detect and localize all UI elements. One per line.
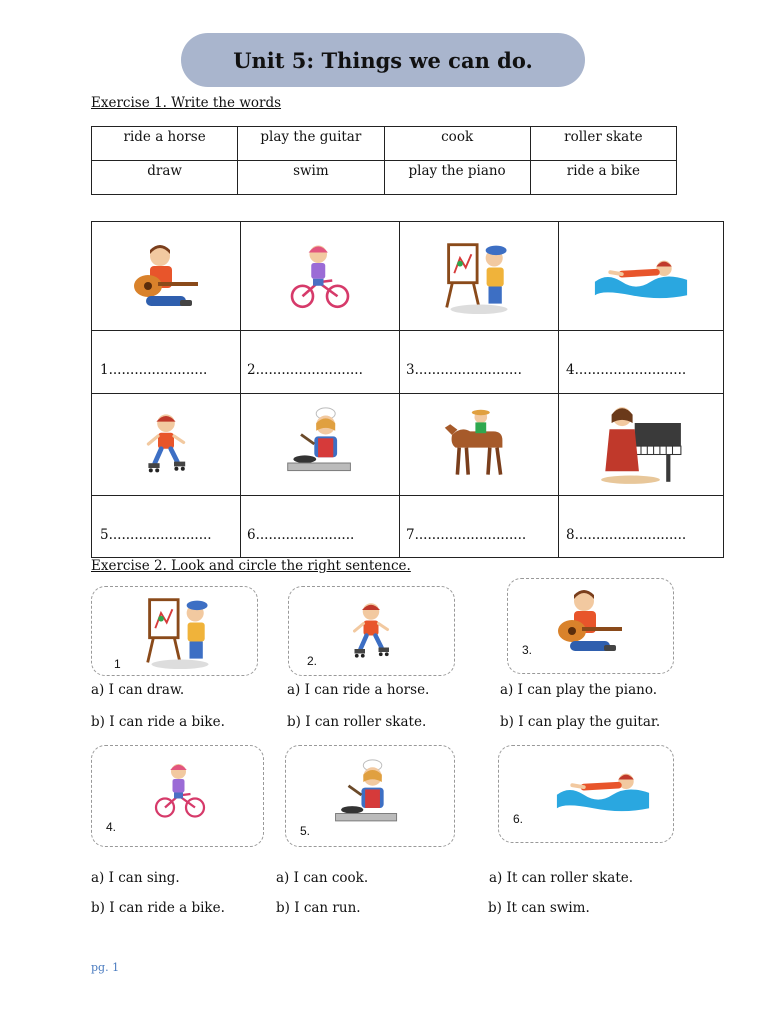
girl-swimming-icon	[555, 766, 651, 814]
answer-blank[interactable]: 5........................	[100, 527, 212, 543]
answer-blank[interactable]: 4..........................	[566, 362, 687, 378]
grid-divider	[92, 330, 723, 331]
card-number: 4.	[106, 820, 117, 834]
answer-blank[interactable]: 6.......................	[247, 527, 355, 543]
grid-divider	[92, 393, 723, 394]
option-a[interactable]: a) It can roller skate.	[489, 870, 634, 886]
word-bank-row	[92, 161, 677, 195]
option-a[interactable]: a) I can cook.	[276, 870, 369, 886]
card-number: 2.	[307, 654, 318, 668]
word-bank-cell: play the guitar	[238, 127, 384, 161]
answer-blank[interactable]: 7..........................	[406, 527, 527, 543]
word-bank-cell: roller skate	[530, 127, 676, 161]
girl-piano-icon	[559, 396, 723, 492]
word-bank-cell: play the piano	[384, 161, 530, 195]
boy-painting-icon	[142, 593, 218, 671]
option-b[interactable]: b) It can swim.	[488, 900, 590, 916]
boy-horse-icon	[400, 396, 558, 492]
girl-cooking-icon	[330, 756, 404, 834]
card-number: 6.	[513, 812, 524, 826]
option-b[interactable]: b) I can play the guitar.	[500, 714, 661, 730]
word-bank-cell: draw	[92, 161, 238, 195]
boy-guitar-icon	[92, 227, 240, 327]
picture-card	[285, 745, 455, 847]
word-bank-cell: ride a bike	[530, 161, 676, 195]
option-a[interactable]: a) I can play the piano.	[500, 682, 658, 698]
word-bank-row	[92, 127, 677, 161]
word-bank-cell: swim	[238, 161, 384, 195]
exercise2-heading: Exercise 2. Look and circle the right sentence.	[91, 558, 411, 574]
answer-blank[interactable]: 8..........................	[566, 527, 687, 543]
boy-roller-skate-icon	[92, 396, 240, 492]
grid-divider	[92, 495, 723, 496]
boy-roller-skate-icon	[341, 593, 401, 669]
option-a[interactable]: a) I can sing.	[91, 870, 180, 886]
answer-blank[interactable]: 1.......................	[100, 362, 208, 378]
option-b[interactable]: b) I can roller skate.	[287, 714, 427, 730]
word-bank-table	[91, 126, 677, 195]
boy-guitar-icon	[550, 587, 630, 657]
word-bank-cell: cook	[384, 127, 530, 161]
option-b[interactable]: b) I can ride a bike.	[91, 714, 225, 730]
option-b[interactable]: b) I can ride a bike.	[91, 900, 225, 916]
picture-card	[498, 745, 674, 843]
option-b[interactable]: b) I can run.	[276, 900, 361, 916]
word-bank-cell: ride a horse	[92, 127, 238, 161]
girl-cooking-icon	[241, 396, 399, 492]
picture-card	[91, 586, 258, 676]
picture-grid	[91, 221, 724, 558]
answer-blank[interactable]: 2.........................	[247, 362, 363, 378]
card-number: 3.	[522, 643, 533, 657]
card-number: 1	[114, 657, 121, 671]
picture-card	[507, 578, 674, 674]
page-number: pg. 1	[91, 961, 120, 974]
girl-swimming-icon	[559, 227, 723, 327]
page-title-banner	[181, 33, 585, 87]
answer-blank[interactable]: 3.........................	[406, 362, 522, 378]
page-title: Unit 5: Things we can do.	[233, 47, 533, 73]
boy-painting-icon	[400, 227, 558, 327]
girl-bike-icon	[150, 758, 210, 824]
option-a[interactable]: a) I can ride a horse.	[287, 682, 430, 698]
option-a[interactable]: a) I can draw.	[91, 682, 185, 698]
picture-card	[91, 745, 264, 847]
card-number: 5.	[300, 824, 311, 838]
picture-card	[288, 586, 455, 676]
exercise1-heading: Exercise 1. Write the words	[91, 95, 282, 111]
girl-bike-icon	[241, 227, 399, 327]
